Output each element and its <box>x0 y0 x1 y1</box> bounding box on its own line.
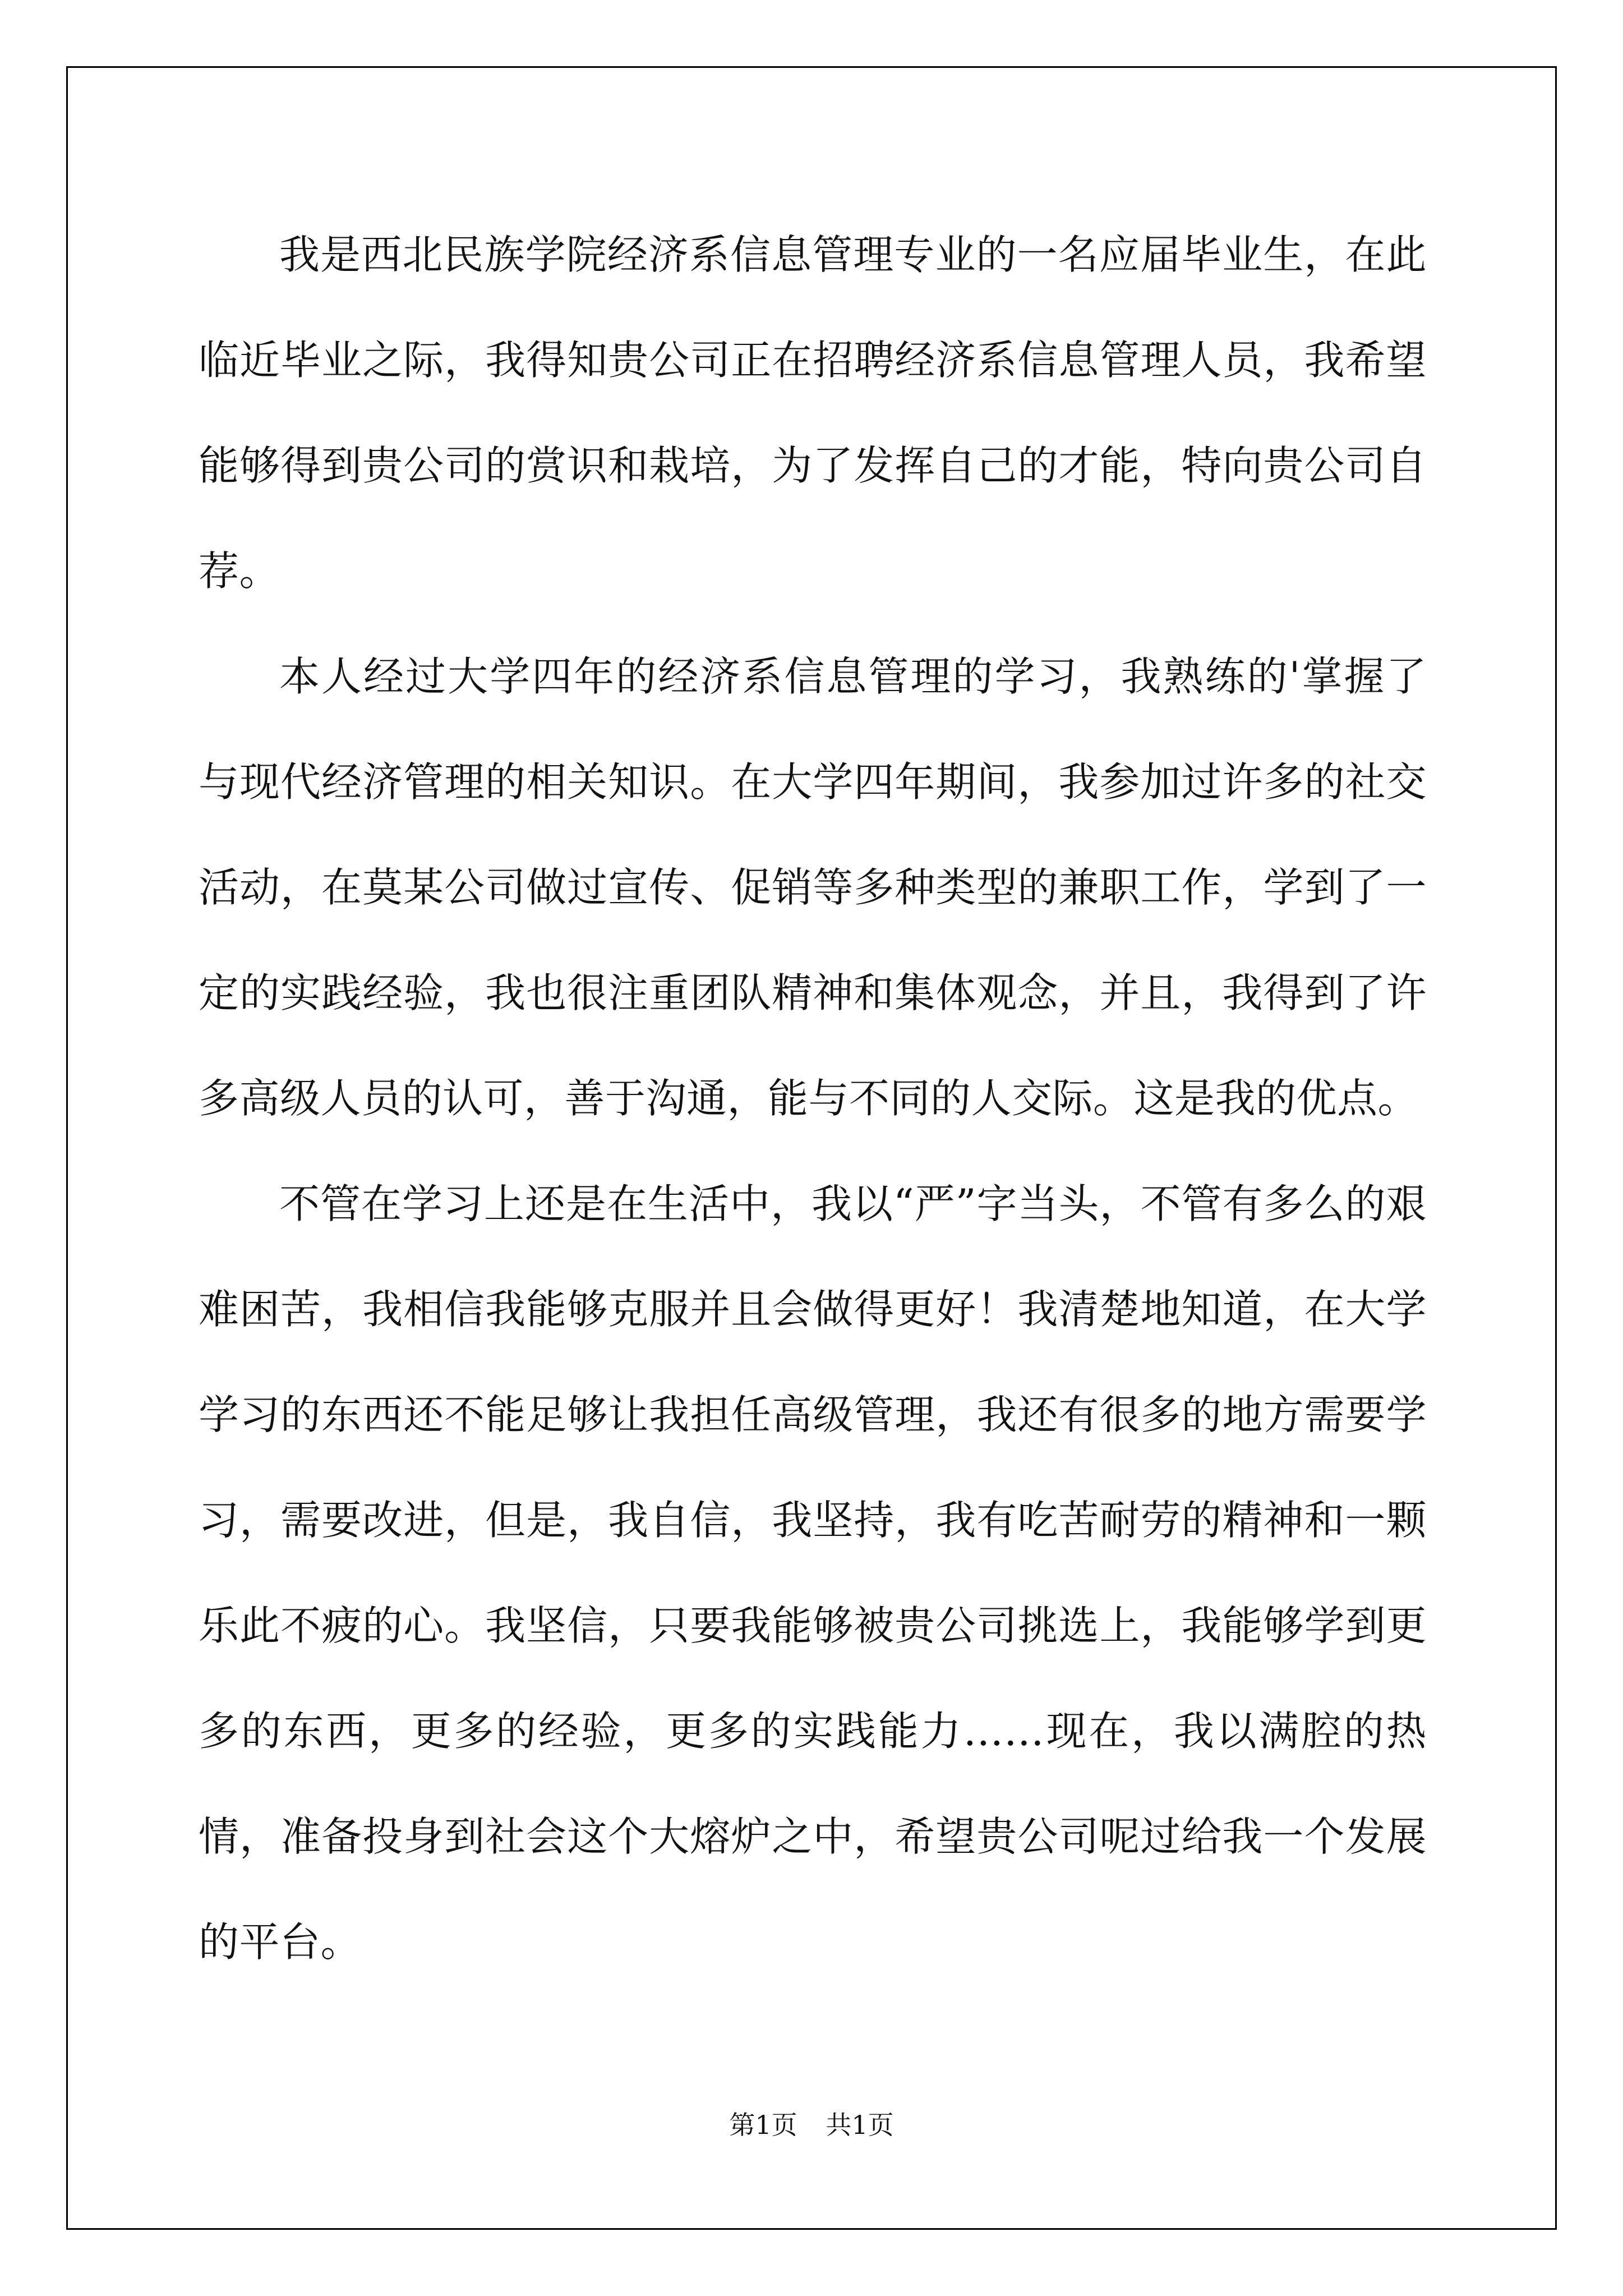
page-footer <box>0 2105 1623 2142</box>
document-body <box>199 202 1427 1995</box>
paragraph-2: 本人经过大学四年的经济系信息管理的学习，我熟练的'掌握了与现代经济管理的相关知识。在大学四年期间，我参加过许多的社交活动，在莫某公司做过宣传、促销等多种类型的兼职工作，学到了一定的实践经验，我也很注重团队精神和集体观念，并且，我得到了许多高级人员的认可，善于沟通，能与不同的人交际。这是我的优点。 <box>199 653 1427 1122</box>
page-number: 第1页 <box>729 2110 797 2140</box>
page-total: 共1页 <box>826 2110 894 2140</box>
paragraph-1: 我是西北民族学院经济系信息管理专业的一名应届毕业生，在此临近毕业之际，我得知贵公司正在招聘经济系信息管理人员，我希望能够得到贵公司的赏识和栽培，为了发挥自己的才能，特向贵公司自荐。 <box>199 231 1427 595</box>
paragraph-3: 不管在学习上还是在生活中，我以“严”字当头，不管有多么的艰难困苦，我相信我能够克服并且会做得更好！我清楚地知道，在大学学习的东西还不能足够让我担任高级管理，我还有很多的地方需要学习，需要改进，但是，我自信，我坚持，我有吃苦耐劳的精神和一颗乐此不疲的心。我坚信，只要我能够被贵公司挑选上，我能够学到更多的东西，更多的经验，更多的实践能力……现在，我以满腔的热情，准备投身到社会这个大熔炉之中，希望贵公司呢过给我一个发展的平台。 <box>199 1180 1427 1966</box>
